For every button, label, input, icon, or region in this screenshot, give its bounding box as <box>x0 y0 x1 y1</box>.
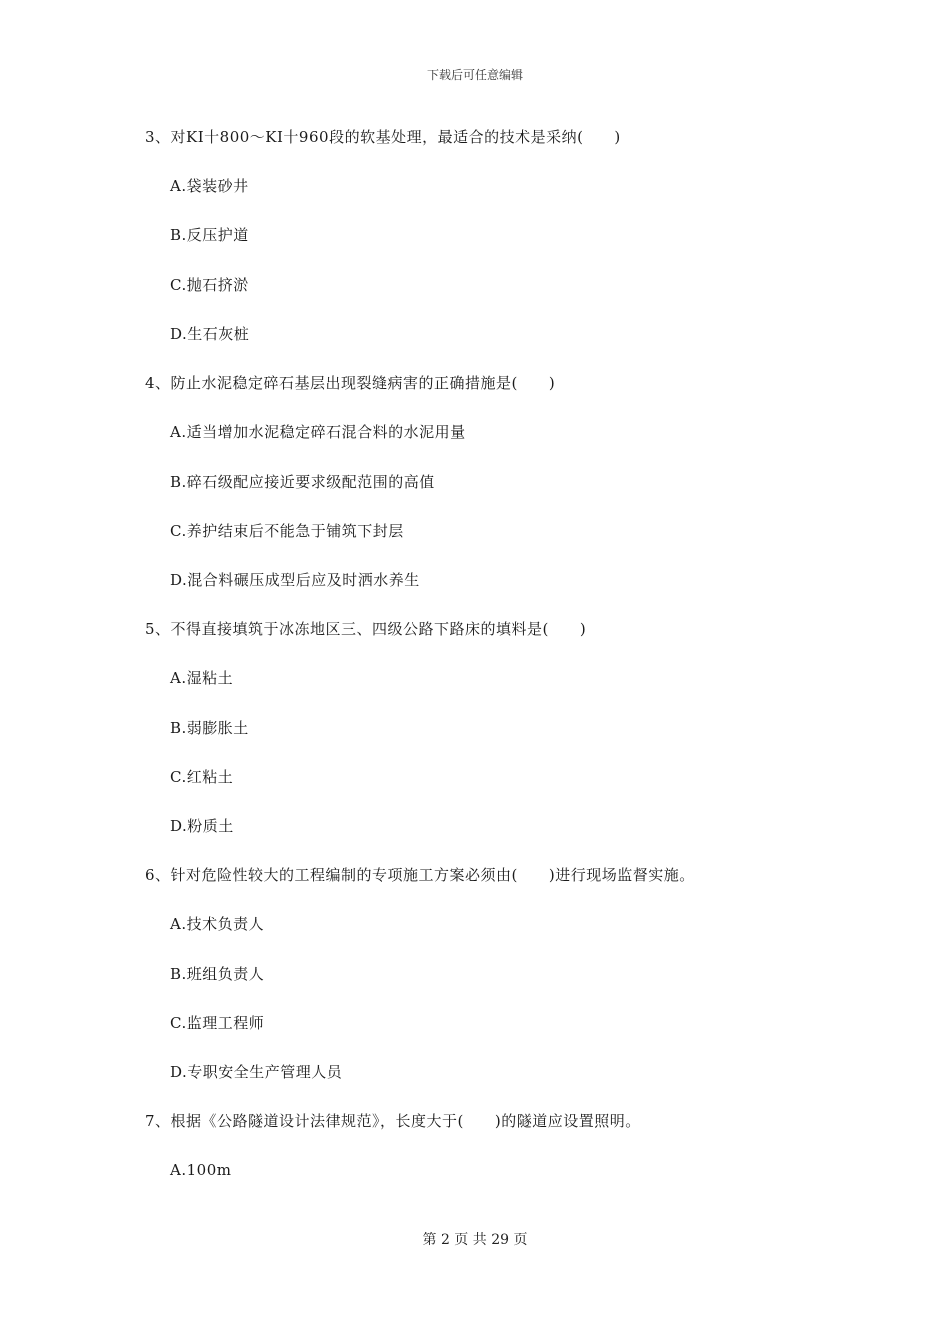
question-6-option-b: B.班组负责人 <box>170 965 265 983</box>
question-5-option-c: C.红粘土 <box>170 768 234 786</box>
question-4-option-b: B.碎石级配应接近要求级配范围的高值 <box>170 473 435 491</box>
question-5-stem: 5、不得直接填筑于冰冻地区三、四级公路下路床的填料是( ) <box>145 620 587 638</box>
question-4-option-a: A.适当增加水泥稳定碎石混合料的水泥用量 <box>170 423 466 441</box>
question-3-option-c: C.抛石挤淤 <box>170 276 249 294</box>
question-4-option-d: D.混合料碾压成型后应及时洒水养生 <box>170 571 420 589</box>
question-6-option-c: C.监理工程师 <box>170 1014 265 1032</box>
question-4-stem: 4、防止水泥稳定碎石基层出现裂缝病害的正确措施是( ) <box>145 374 556 392</box>
question-5-option-d: D.粉质土 <box>170 817 234 835</box>
question-6-option-a: A.技术负责人 <box>170 915 265 933</box>
question-7-option-a: A.100m <box>170 1161 232 1179</box>
question-3-stem: 3、对KI十800～KI十960段的软基处理，最适合的技术是采纳( ) <box>145 128 621 146</box>
question-3-option-b: B.反压护道 <box>170 226 249 244</box>
question-5-option-b: B.弱膨胀土 <box>170 719 249 737</box>
question-3-option-d: D.生石灰桩 <box>170 325 250 343</box>
question-5-option-a: A.湿粘土 <box>170 669 234 687</box>
question-6-stem: 6、针对危险性较大的工程编制的专项施工方案必须由( )进行现场监督实施。 <box>145 866 695 884</box>
page-footer: 第 2 页 共 29 页 <box>422 1232 528 1248</box>
question-6-option-d: D.专职安全生产管理人员 <box>170 1063 343 1081</box>
question-3-option-a: A.袋装砂井 <box>170 177 249 195</box>
page-header: 下载后可任意编辑 <box>426 68 523 82</box>
question-7-stem: 7、根据《公路隧道设计法律规范》，长度大于( )的隧道应设置照明。 <box>145 1112 641 1130</box>
question-4-option-c: C.养护结束后不能急于铺筑下封层 <box>170 522 404 540</box>
